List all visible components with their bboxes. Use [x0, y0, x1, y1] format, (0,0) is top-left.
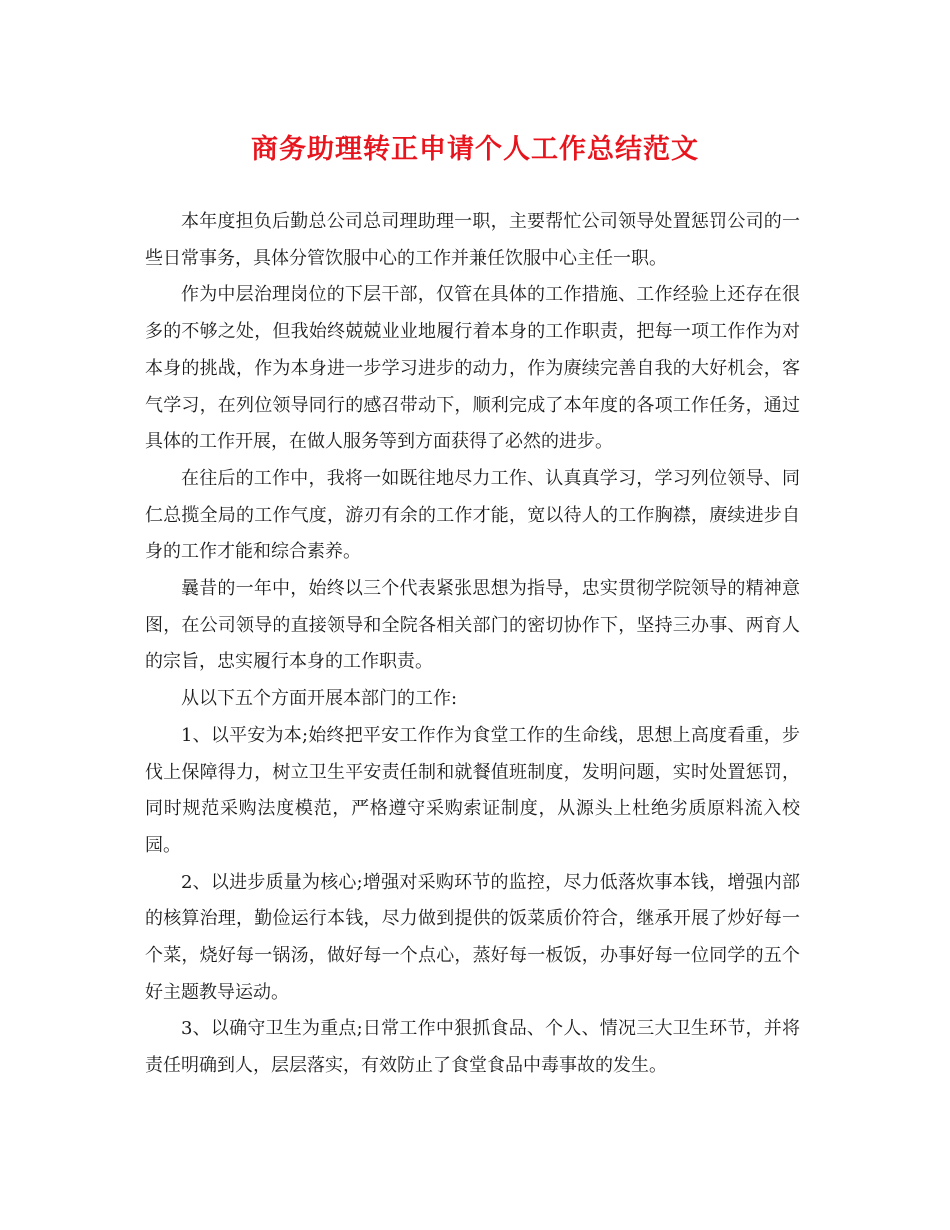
paragraph: 在往后的工作中，我将一如既往地尽力工作、认真真学习，学习列位领导、同仁总揽全局的工作气度，游刃有余的工作才能，宽以待人的工作胸襟，赓续进步自身的工作才能和综合素养。 [145, 467, 800, 563]
paragraph: 本年度担负后勤总公司总司理助理一职，主要帮忙公司领导处置惩罚公司的一些日常事务，具体分管饮服中心的工作并兼任饮服中心主任一职。 [145, 211, 800, 269]
paragraph: 1、以平安为本;始终把平安工作作为食堂工作的生命线，思想上高度看重，步伐上保障得力，树立卫生平安责任制和就餐值班制度，发明问题，实时处置惩罚，同时规范采购法度模范，严格遵守采购索证制度，从源头上杜绝劣质原料流入校园。 [145, 724, 800, 856]
paragraph: 作为中层治理岗位的下层干部，仅管在具体的工作措施、工作经验上还存在很多的不够之处，但我始终兢兢业业地履行着本身的工作职责，把每一项工作作为对本身的挑战，作为本身进一步学习进步的动力，作为赓续完善自我的大好机会，客气学习，在列位领导同行的感召带动下，顺利完成了本年度的各项工作任务，通过具体的工作开展，在做人服务等到方面获得了必然的进步。 [145, 284, 800, 453]
paragraph: 3、以确守卫生为重点;日常工作中狠抓食品、个人、情况三大卫生环节，并将责任明确到人，层层落实，有效防止了食堂食品中毒事故的发生。 [145, 1018, 800, 1077]
paragraph: 曩昔的一年中，始终以三个代表紧张思想为指导，忠实贯彻学院领导的精神意图，在公司领导的直接领导和全院各相关部门的密切协作下，坚持三办事、两育人的宗旨，忠实履行本身的工作职责。 [145, 578, 800, 673]
document-body [145, 204, 800, 1085]
paragraph: 从以下五个方面开展本部门的工作: [181, 688, 458, 710]
document-title: 商务助理转正申请个人工作总结范文 [251, 134, 699, 165]
paragraph: 2、以进步质量为核心;增强对采购环节的监控，尽力低落炊事本钱，增强内部的核算治理，勤俭运行本钱，尽力做到提供的饭菜质价符合，继承开展了炒好每一个菜，烧好每一锅汤，做好每一个点心，蒸好每一板饭，办事好每一位同学的五个好主题教导运动。 [145, 871, 800, 1003]
